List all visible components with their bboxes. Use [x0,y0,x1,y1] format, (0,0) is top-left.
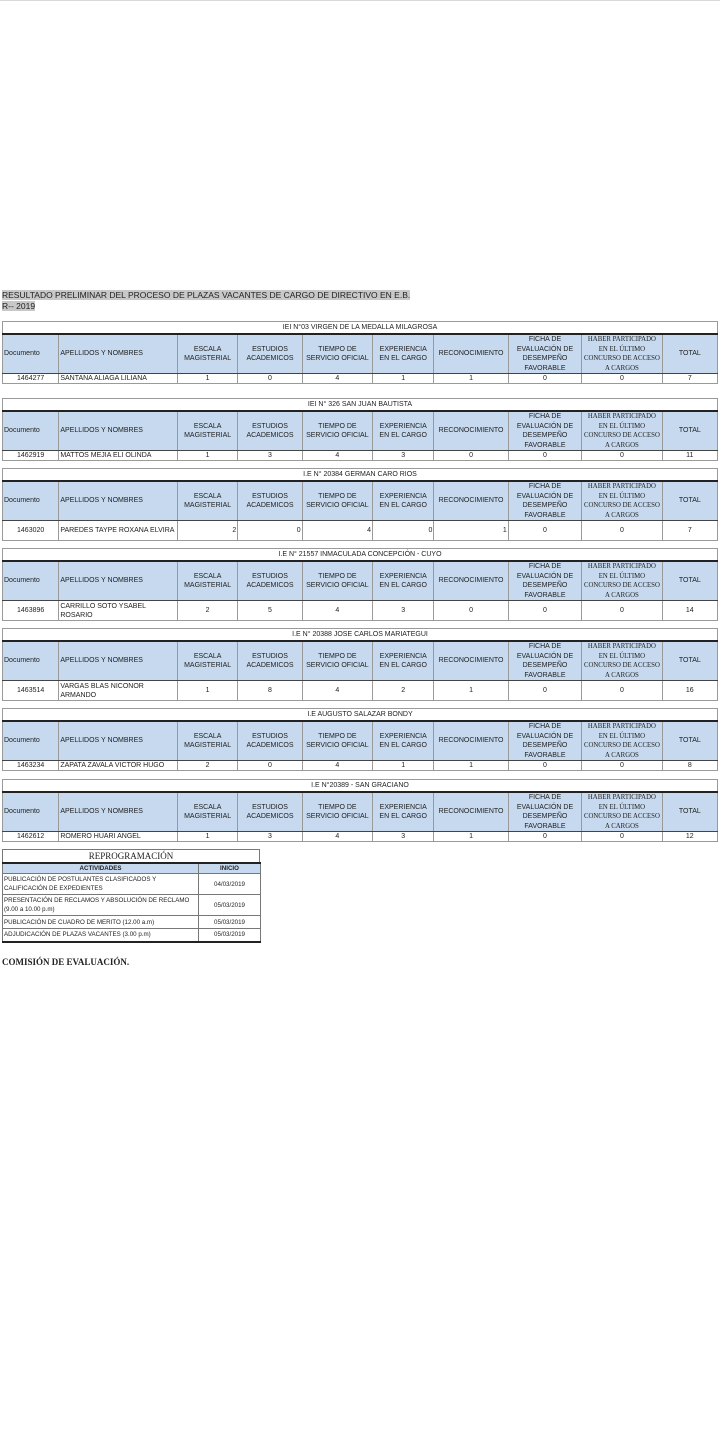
column-header-reconocimiento: RECONOCIMIENTO [434,721,508,761]
institution-block [2,468,718,541]
cell-experiencia: 2 [373,681,434,701]
header-row [3,481,718,521]
column-header-reconocimiento: RECONOCIMIENTO [434,481,508,521]
institution-name: I.E N°20389 - SAN GRACIANO [2,779,718,791]
cell-escala: 1 [177,451,237,461]
results-table [2,333,718,384]
institution-block [2,398,718,461]
column-header-escala: ESCALA MAGISTERIAL [177,721,237,761]
inicio-cell: 05/03/2019 [199,895,261,916]
reprogramacion-box [2,849,260,943]
cell-tiempo: 4 [302,451,372,461]
actividad-cell: PRESENTACIÓN DE RECLAMOS Y ABSOLUCIÓN DE RECLAMO (9.00 a 10.00 p.m) [3,895,199,916]
cell-escala: 1 [177,832,237,842]
column-header-tiempo: TIEMPO DE SERVICIO OFICIAL [302,792,372,832]
column-header-tiempo: TIEMPO DE SERVICIO OFICIAL [302,411,372,451]
cell-experiencia: 1 [373,374,434,384]
cell-experiencia: 3 [373,832,434,842]
table-row [3,681,718,701]
institution-block [2,708,718,771]
column-header-haber: HABER PARTICIPADO EN EL ÚLTIMO CONCURSO DE ACCESO A CARGOS [582,641,662,681]
column-header-estudios: ESTUDIOS ACADEMICOS [238,334,302,374]
column-header-nombres: APELLIDOS Y NOMBRES [59,411,178,451]
cell-estudios: 0 [238,521,302,541]
column-header-ficha: FICHA DE EVALUACIÓN DE DESEMPEÑO FAVORABLE [508,792,581,832]
cell-escala: 2 [177,601,237,621]
header-row [3,334,718,374]
cell-ficha: 0 [508,761,581,771]
column-header-nombres: APELLIDOS Y NOMBRES [59,721,178,761]
title-line-2: R-- 2019 [2,301,36,311]
column-header-reconocimiento: RECONOCIMIENTO [434,641,508,681]
cell-reconocimiento: 0 [434,601,508,621]
column-header-tiempo: TIEMPO DE SERVICIO OFICIAL [302,334,372,374]
cell-total: 7 [662,374,717,384]
cell-total: 11 [662,451,717,461]
reprogramacion-table [2,862,261,943]
cell-ficha: 0 [508,601,581,621]
cell-haber: 0 [582,601,662,621]
column-header-estudios: ESTUDIOS ACADEMICOS [238,792,302,832]
column-header-escala: ESCALA MAGISTERIAL [177,411,237,451]
cell-escala: 1 [177,374,237,384]
column-header-haber: HABER PARTICIPADO EN EL ÚLTIMO CONCURSO DE ACCESO A CARGOS [582,561,662,601]
column-header-haber: HABER PARTICIPADO EN EL ÚLTIMO CONCURSO DE ACCESO A CARGOS [582,411,662,451]
column-header-ficha: FICHA DE EVALUACIÓN DE DESEMPEÑO FAVORABLE [508,641,581,681]
results-table [2,480,718,541]
cell-haber: 0 [582,451,662,461]
column-header-documento: Documento [3,481,59,521]
column-header-haber: HABER PARTICIPADO EN EL ÚLTIMO CONCURSO DE ACCESO A CARGOS [582,792,662,832]
inicio-cell: 05/03/2019 [199,916,261,929]
cell-escala: 2 [177,521,237,541]
table-row [3,451,718,461]
header-row [3,721,718,761]
cell-documento: 1462919 [3,451,59,461]
cell-reconocimiento: 1 [434,832,508,842]
column-header-nombres: APELLIDOS Y NOMBRES [59,481,178,521]
column-header-reconocimiento: RECONOCIMIENTO [434,792,508,832]
column-header-nombres: APELLIDOS Y NOMBRES [59,641,178,681]
column-header-estudios: ESTUDIOS ACADEMICOS [238,641,302,681]
column-header-documento: Documento [3,721,59,761]
cell-documento: 1462612 [3,832,59,842]
column-header-experiencia: EXPERIENCIA EN EL CARGO [373,334,434,374]
table-row [3,374,718,384]
institution-block [2,779,718,842]
header-row [3,411,718,451]
column-header-experiencia: EXPERIENCIA EN EL CARGO [373,561,434,601]
column-header-haber: HABER PARTICIPADO EN EL ÚLTIMO CONCURSO DE ACCESO A CARGOS [582,481,662,521]
column-header-ficha: FICHA DE EVALUACIÓN DE DESEMPEÑO FAVORABLE [508,411,581,451]
col-inicio-header: INICIO [199,863,261,874]
institution-name: IEI N°03 VIRGEN DE LA MEDALLA MILAGROSA [2,321,718,333]
column-header-documento: Documento [3,334,59,374]
reprogramacion-title: REPROGRAMACIÓN [2,849,260,862]
table-row [3,601,718,621]
cell-total: 12 [662,832,717,842]
cell-total: 16 [662,681,717,701]
column-header-experiencia: EXPERIENCIA EN EL CARGO [373,641,434,681]
column-header-experiencia: EXPERIENCIA EN EL CARGO [373,481,434,521]
column-header-total: TOTAL [662,561,717,601]
cell-documento: 1463896 [3,601,59,621]
column-header-escala: ESCALA MAGISTERIAL [177,641,237,681]
results-table [2,720,718,771]
results-table [2,410,718,461]
column-header-reconocimiento: RECONOCIMIENTO [434,411,508,451]
cell-escala: 1 [177,681,237,701]
cell-ficha: 0 [508,681,581,701]
column-header-haber: HABER PARTICIPADO EN EL ÚLTIMO CONCURSO DE ACCESO A CARGOS [582,334,662,374]
header-row [3,792,718,832]
column-header-experiencia: EXPERIENCIA EN EL CARGO [373,411,434,451]
institution-block [2,548,718,621]
header-row [3,561,718,601]
institution-name: I.E N° 20384 GERMAN CARO RIOS [2,468,718,480]
column-header-estudios: ESTUDIOS ACADEMICOS [238,561,302,601]
institution-name: IEI N° 326 SAN JUAN BAUTISTA [2,398,718,410]
cell-ficha: 0 [508,832,581,842]
cell-nombres: ROMERO HUARI ANGEL [59,832,178,842]
cell-estudios: 0 [238,761,302,771]
column-header-estudios: ESTUDIOS ACADEMICOS [238,411,302,451]
inicio-cell: 05/03/2019 [199,929,261,942]
col-actividades-header: ACTIVIDADES [3,863,199,874]
column-header-experiencia: EXPERIENCIA EN EL CARGO [373,792,434,832]
column-header-nombres: APELLIDOS Y NOMBRES [59,561,178,601]
commission-signature: COMISIÓN DE EVALUACIÓN. [2,957,130,967]
cell-estudios: 8 [238,681,302,701]
cell-documento: 1463234 [3,761,59,771]
cell-nombres: MATTOS MEJIA ELI OLINDA [59,451,178,461]
column-header-reconocimiento: RECONOCIMIENTO [434,561,508,601]
actividad-cell: PUBLICACIÓN DE CUADRO DE MERITO (12.00 a.m) [3,916,199,929]
column-header-nombres: APELLIDOS Y NOMBRES [59,334,178,374]
cell-experiencia: 1 [373,761,434,771]
column-header-total: TOTAL [662,641,717,681]
column-header-ficha: FICHA DE EVALUACIÓN DE DESEMPEÑO FAVORABLE [508,721,581,761]
cell-reconocimiento: 1 [434,761,508,771]
cell-total: 8 [662,761,717,771]
column-header-experiencia: EXPERIENCIA EN EL CARGO [373,721,434,761]
column-header-ficha: FICHA DE EVALUACIÓN DE DESEMPEÑO FAVORABLE [508,561,581,601]
inicio-cell: 04/03/2019 [199,874,261,895]
header-row [3,641,718,681]
column-header-total: TOTAL [662,792,717,832]
column-header-ficha: FICHA DE EVALUACIÓN DE DESEMPEÑO FAVORABLE [508,481,581,521]
cell-haber: 0 [582,521,662,541]
cell-reconocimiento: 1 [434,681,508,701]
column-header-escala: ESCALA MAGISTERIAL [177,561,237,601]
cell-ficha: 0 [508,374,581,384]
institution-block [2,321,718,384]
table-row [3,761,718,771]
cell-estudios: 3 [238,451,302,461]
institution-block [2,628,718,701]
title-line-1: RESULTADO PRELIMINAR DEL PROCESO DE PLAZAS VACANTES DE CARGO DE DIRECTIVO EN E.B. [2,290,411,300]
column-header-documento: Documento [3,411,59,451]
cell-haber: 0 [582,832,662,842]
institution-name: I.E N° 20388 JOSE CARLOS MARIATEGUI [2,628,718,640]
results-table [2,560,718,621]
column-header-tiempo: TIEMPO DE SERVICIO OFICIAL [302,561,372,601]
cell-reconocimiento: 1 [434,374,508,384]
column-header-total: TOTAL [662,721,717,761]
cell-experiencia: 3 [373,451,434,461]
cell-haber: 0 [582,374,662,384]
cell-total: 14 [662,601,717,621]
institution-name: I.E N° 21557 INMACULADA CONCEPCIÓN - CUYO [2,548,718,560]
cell-ficha: 0 [508,521,581,541]
column-header-tiempo: TIEMPO DE SERVICIO OFICIAL [302,721,372,761]
cell-documento: 1464277 [3,374,59,384]
cell-nombres: CARRILLO SOTO YSABEL ROSARIO [59,601,178,621]
results-table [2,791,718,842]
cell-experiencia: 0 [373,521,434,541]
column-header-documento: Documento [3,561,59,601]
results-table [2,640,718,701]
cell-reconocimiento: 0 [434,451,508,461]
column-header-escala: ESCALA MAGISTERIAL [177,481,237,521]
cell-documento: 1463020 [3,521,59,541]
column-header-ficha: FICHA DE EVALUACIÓN DE DESEMPEÑO FAVORABLE [508,334,581,374]
cell-nombres: ZAPATA ZAVALA VICTOR HUGO [59,761,178,771]
cell-haber: 0 [582,761,662,771]
column-header-documento: Documento [3,641,59,681]
column-header-estudios: ESTUDIOS ACADEMICOS [238,721,302,761]
cell-total: 7 [662,521,717,541]
cell-escala: 2 [177,761,237,771]
column-header-haber: HABER PARTICIPADO EN EL ÚLTIMO CONCURSO DE ACCESO A CARGOS [582,721,662,761]
column-header-total: TOTAL [662,334,717,374]
cell-nombres: SANTANA ALIAGA LILIANA [59,374,178,384]
cell-estudios: 3 [238,832,302,842]
page-title [2,290,410,312]
column-header-reconocimiento: RECONOCIMIENTO [434,334,508,374]
column-header-tiempo: TIEMPO DE SERVICIO OFICIAL [302,481,372,521]
column-header-estudios: ESTUDIOS ACADEMICOS [238,481,302,521]
column-header-escala: ESCALA MAGISTERIAL [177,792,237,832]
top-divider [0,0,720,1]
cell-reconocimiento: 1 [434,521,508,541]
column-header-total: TOTAL [662,411,717,451]
actividad-cell: PUBLICACIÓN DE POSTULANTES CLASIFICADOS Y CALIFICACIÓN DE EXPEDIENTES [3,874,199,895]
column-header-total: TOTAL [662,481,717,521]
cell-documento: 1463514 [3,681,59,701]
cell-tiempo: 4 [302,601,372,621]
column-header-documento: Documento [3,792,59,832]
cell-estudios: 5 [238,601,302,621]
column-header-escala: ESCALA MAGISTERIAL [177,334,237,374]
column-header-nombres: APELLIDOS Y NOMBRES [59,792,178,832]
actividad-cell: ADJUDICACIÓN DE PLAZAS VACANTES (3.00 p.m) [3,929,199,942]
cell-tiempo: 4 [302,761,372,771]
cell-tiempo: 4 [302,374,372,384]
cell-nombres: VARGAS BLAS NICONOR ARMANDO [59,681,178,701]
cell-tiempo: 4 [302,681,372,701]
cell-tiempo: 4 [302,832,372,842]
institution-name: I.E AUGUSTO SALAZAR BONDY [2,708,718,720]
cell-tiempo: 4 [302,521,372,541]
column-header-tiempo: TIEMPO DE SERVICIO OFICIAL [302,641,372,681]
cell-experiencia: 3 [373,601,434,621]
table-row [3,521,718,541]
cell-estudios: 0 [238,374,302,384]
table-row [3,832,718,842]
cell-ficha: 0 [508,451,581,461]
cell-haber: 0 [582,681,662,701]
cell-nombres: PAREDES TAYPE ROXANA ELVIRA [59,521,178,541]
